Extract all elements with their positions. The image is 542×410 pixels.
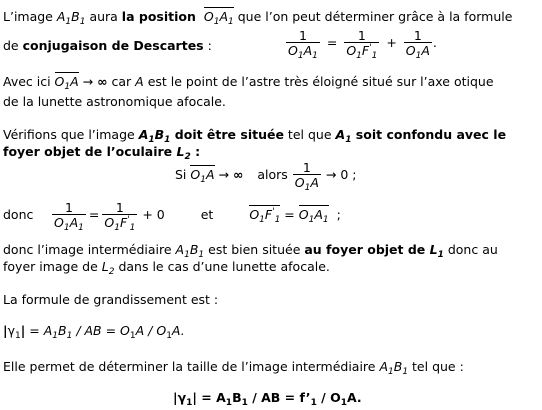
line-avec-ici: Avec ici $O_1A$ → ∞ car A est le point de l’astre très éloigné situé sur l’axe otique	[3, 74, 494, 92]
fraction-1-over-o1a: $\frac{1}{O_1A}$	[405, 28, 430, 61]
arrow-infinity: → ∞	[82, 74, 108, 89]
line-foyer-image: foyer image de $L_2$ dans le cas d’une lunette afocale.	[3, 259, 330, 277]
line-conjugaison: de conjugaison de Descartes :	[3, 38, 212, 53]
line-grandissement: La formule de grandissement est :	[3, 292, 219, 307]
image-a1b1: $A_1B_1$	[56, 9, 86, 27]
line-lunette: de la lunette astronomique afocale.	[3, 94, 226, 109]
bold-la-position: la position	[121, 9, 196, 24]
line-foyer-objet: foyer objet de l’oculaire $L_2$ :	[3, 144, 201, 162]
bold-a1b1: $A_1B_1$	[138, 127, 171, 145]
descartes-formula: $\frac{1}{O_1A_1}$ = $\frac{1}{O_1F'_1}$ + $\frac{1}{O_1A}$ .	[288, 28, 437, 61]
line-verifions: Vérifions que l’image $A_1B_1$ doit être située tel que $A_1$ soit confondu avec le	[3, 127, 507, 145]
line-gamma1-bold-formula: $|\gamma_1| = A_1B_1$ / AB = $f’_1 / O_1A$.	[173, 390, 362, 408]
overline-o1a1: $O_1A_1$	[203, 9, 234, 27]
line-donc-image: donc l’image intermédiaire $A_1B_1$ est bien située au foyer objet de $L_1$ donc au	[3, 242, 498, 260]
line-position-intro: L’image $A_1B_1$ aura la position $O_1A_1$ que l’on peut déterminer grâce à la formule	[3, 9, 513, 27]
line-si-alors: Si $O_1A$ → ∞ alors $\frac{1}{O_1A}$ → 0 ;	[175, 160, 357, 193]
overline-o1a: $O_1A$	[54, 74, 79, 92]
line-gamma1-formula: $|\gamma_1| = A_1B_1$ / AB = $O_1A / O_1A$.	[3, 323, 185, 341]
bold-l2: $L_2$	[176, 144, 191, 162]
line-donc-equation: donc $\frac{1}{O_1A_1}$ = $\frac{1}{O_1F'_1}$ + 0 et $O_1F'_1 = O_1A_1$ ;	[3, 200, 341, 233]
bold-a1: $A_1$	[335, 127, 352, 145]
fraction-1-over-o1a1: $\frac{1}{O_1A_1}$	[288, 28, 318, 61]
fraction-1-over-o1a-si: $\frac{1}{O_1A}$	[294, 160, 319, 193]
line-elle-permet: Elle permet de déterminer la taille de l’image intermédiaire $A_1B_1$ tel que :	[3, 359, 464, 377]
fraction-1-over-o1f1: $\frac{1}{O_1F'_1}$	[346, 28, 378, 61]
bold-conjugaison-descartes: conjugaison de Descartes	[22, 38, 204, 53]
